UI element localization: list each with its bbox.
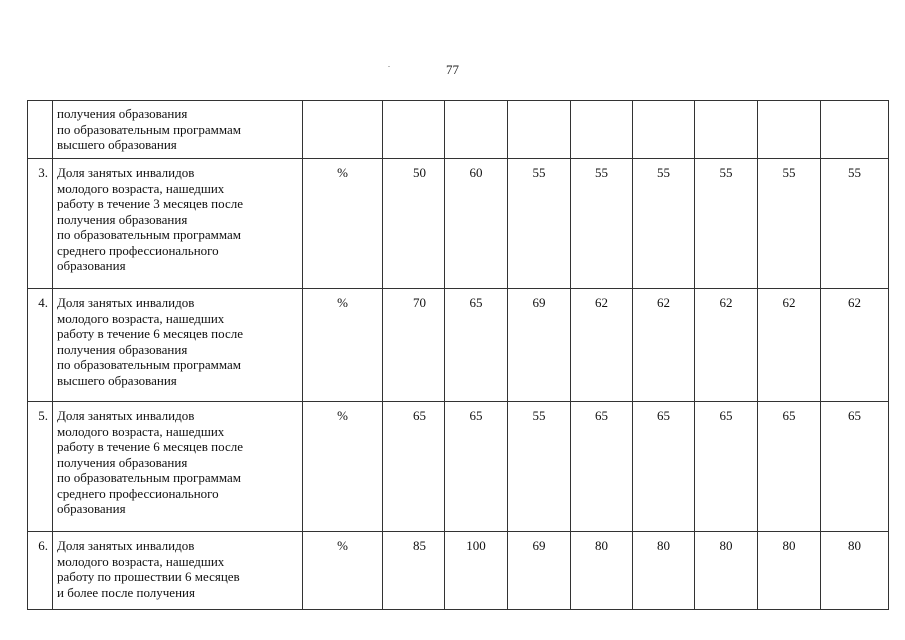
value-cell <box>383 101 445 159</box>
indicator-name-line: образования <box>57 501 126 516</box>
value-cell <box>633 101 695 159</box>
indicator-name-line: молодого возраста, нашедших <box>57 423 225 439</box>
indicator-name-line: получения образования <box>57 341 188 357</box>
indicator-name-line: молодого возраста, нашедших <box>57 553 225 569</box>
value-cell: 69 <box>508 532 571 610</box>
value-cell: 62 <box>821 289 889 402</box>
value-cell: 65 <box>445 402 508 532</box>
value-cell: 62 <box>571 289 633 402</box>
indicator-name-line: работу в течение 6 месяцев после <box>57 439 243 454</box>
value-cell <box>445 101 508 159</box>
value-cell: 65 <box>571 402 633 532</box>
value-cell: 65 <box>633 402 695 532</box>
value-cell: 85 <box>383 532 445 610</box>
value-cell: 62 <box>633 289 695 402</box>
row-number <box>28 101 53 159</box>
indicator-name <box>53 532 303 610</box>
value-cell <box>758 101 821 159</box>
table-row <box>28 402 889 532</box>
value-cell: 65 <box>445 289 508 402</box>
value-cell: 55 <box>758 159 821 289</box>
table-row <box>28 532 889 610</box>
unit-cell: % <box>303 289 383 402</box>
value-cell <box>571 101 633 159</box>
value-cell: 80 <box>821 532 889 610</box>
indicator-name-line: и более после получения <box>57 584 195 600</box>
row-number: 3. <box>28 159 53 289</box>
value-cell: 55 <box>508 402 571 532</box>
value-cell: 65 <box>695 402 758 532</box>
value-cell <box>821 101 889 159</box>
value-cell: 50 <box>383 159 445 289</box>
indicator-name-line: образования <box>57 258 126 273</box>
indicator-name-line: высшего образования <box>57 372 177 388</box>
value-cell: 60 <box>445 159 508 289</box>
value-cell: 62 <box>695 289 758 402</box>
indicator-name-line: по образовательным программам <box>57 470 242 485</box>
indicator-name-line: работу в течение 6 месяцев после <box>57 326 243 341</box>
indicator-name-line: Доля занятых инвалидов <box>57 408 195 423</box>
value-cell: 65 <box>383 402 445 532</box>
indicator-name-line: среднего профессионального <box>57 485 219 501</box>
row-number: 5. <box>28 402 53 532</box>
value-cell: 55 <box>571 159 633 289</box>
indicator-name-line: по образовательным программам <box>57 121 242 137</box>
indicator-name-line: молодого возраста, нашедших <box>57 180 225 196</box>
value-cell: 69 <box>508 289 571 402</box>
indicator-name <box>53 101 303 159</box>
indicator-name <box>53 402 303 532</box>
indicator-name-line: получения образования <box>57 106 188 121</box>
indicator-name <box>53 159 303 289</box>
value-cell: 62 <box>758 289 821 402</box>
indicator-name-line: Доля занятых инвалидов <box>57 165 195 180</box>
value-cell: 55 <box>821 159 889 289</box>
table-row <box>28 159 889 289</box>
value-cell: 80 <box>633 532 695 610</box>
value-cell: 70 <box>383 289 445 402</box>
indicator-name <box>53 289 303 402</box>
value-cell: 65 <box>758 402 821 532</box>
indicator-name-line: Доля занятых инвалидов <box>57 295 195 310</box>
indicator-name-line: получения образования <box>57 454 188 470</box>
value-cell: 65 <box>821 402 889 532</box>
value-cell: 55 <box>695 159 758 289</box>
value-cell: 55 <box>508 159 571 289</box>
value-cell <box>508 101 571 159</box>
table-row <box>28 289 889 402</box>
value-cell: 80 <box>758 532 821 610</box>
scan-speck <box>388 66 390 67</box>
indicator-name-line: работу в течение 3 месяцев после <box>57 196 243 211</box>
indicator-name-line: работу по прошествии 6 месяцев <box>57 569 240 584</box>
table-row <box>28 101 889 159</box>
indicator-name-line: Доля занятых инвалидов <box>57 538 195 553</box>
indicator-name-line: среднего профессионального <box>57 242 219 258</box>
indicator-name-line: высшего образования <box>57 137 177 152</box>
row-number: 6. <box>28 532 53 610</box>
indicator-name-line: по образовательным программам <box>57 227 242 242</box>
value-cell <box>695 101 758 159</box>
unit-cell: % <box>303 532 383 610</box>
indicator-name-line: по образовательным программам <box>57 357 242 372</box>
unit-cell <box>303 101 383 159</box>
indicator-table <box>27 100 889 610</box>
value-cell: 100 <box>445 532 508 610</box>
row-number: 4. <box>28 289 53 402</box>
value-cell: 55 <box>633 159 695 289</box>
unit-cell: % <box>303 159 383 289</box>
value-cell: 80 <box>695 532 758 610</box>
value-cell: 80 <box>571 532 633 610</box>
indicator-name-line: молодого возраста, нашедших <box>57 310 225 326</box>
indicator-name-line: получения образования <box>57 211 188 227</box>
unit-cell: % <box>303 402 383 532</box>
page-number: 77 <box>446 62 459 77</box>
